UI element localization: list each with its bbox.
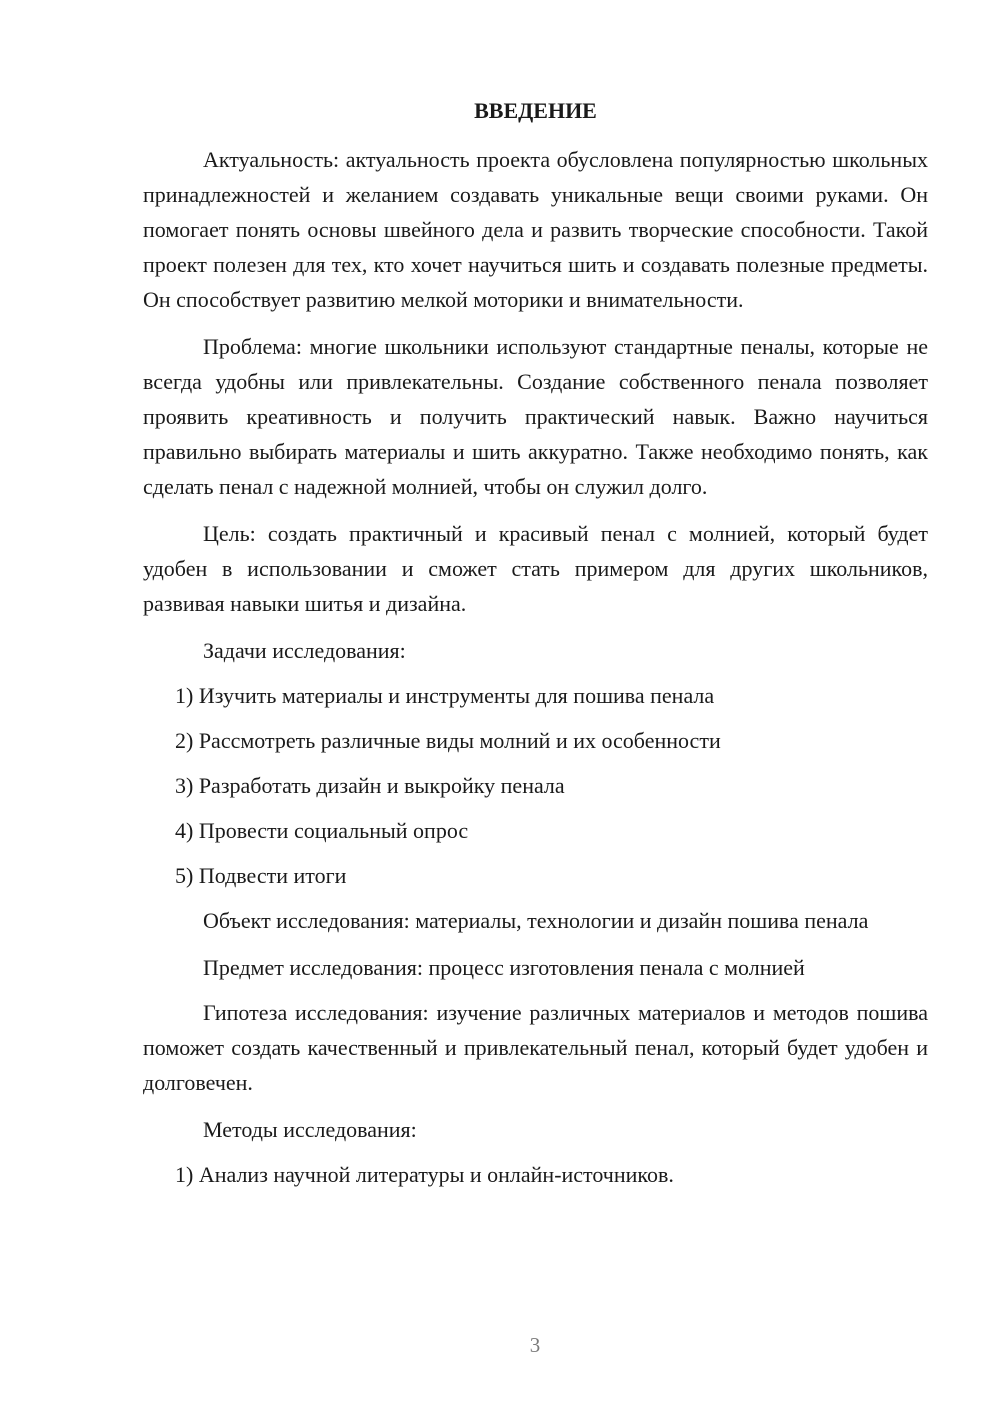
- methods-heading: Методы исследования:: [203, 1117, 417, 1142]
- method-item: 1) Анализ научной литературы и онлайн-источников.: [175, 1162, 674, 1187]
- page-number: 3: [529, 1333, 541, 1357]
- tasks-heading: Задачи исследования:: [203, 638, 406, 663]
- page-title: ВВЕДЕНИЕ: [474, 98, 597, 123]
- task-item: 4) Провести социальный опрос: [175, 818, 469, 843]
- hypothesis-paragraph: Гипотеза исследования: изучение различных материалов и методов пошива поможет создать качественный и привлекательный пенал, который будет удобен и долговечен.: [143, 1000, 928, 1095]
- subject-paragraph: Предмет исследования: процесс изготовления пенала с молнией: [203, 955, 805, 980]
- task-item: 1) Изучить материалы и инструменты для пошива пенала: [175, 683, 715, 708]
- task-item: 3) Разработать дизайн и выкройку пенала: [175, 773, 565, 798]
- task-item: 5) Подвести итоги: [175, 863, 347, 888]
- tasks-list: [143, 678, 928, 893]
- goal-paragraph: Цель: создать практичный и красивый пенал с молнией, который будет удобен в использовании и сможет стать примером для других школьников, развивая навыки шитья и дизайна.: [143, 521, 928, 616]
- task-item: 2) Рассмотреть различные виды молний и их особенности: [175, 728, 721, 753]
- problem-paragraph: Проблема: многие школьники используют стандартные пеналы, которые не всегда удобны или привлекательны. Создание собственного пенала позволяет проявить креативность и получить практический навык. Важно научиться правильно выбирать материалы и шить аккуратно. Также необходимо понять, как сделать пенал с надежной молнией, чтобы он служил долго.: [143, 334, 928, 499]
- relevance-paragraph: Актуальность: актуальность проекта обусловлена популярностью школьных принадлежностей и желанием создавать уникальные вещи своими руками. Он помогает понять основы швейного дела и развить творческие способности. Такой проект полезен для тех, кто хочет научиться шить и создавать полезные предметы. Он способствует развитию мелкой моторики и внимательности.: [143, 147, 928, 312]
- methods-list: [143, 1157, 928, 1192]
- page-content: [143, 96, 928, 1202]
- object-paragraph: Объект исследования: материалы, технологии и дизайн пошива пенала: [203, 908, 869, 933]
